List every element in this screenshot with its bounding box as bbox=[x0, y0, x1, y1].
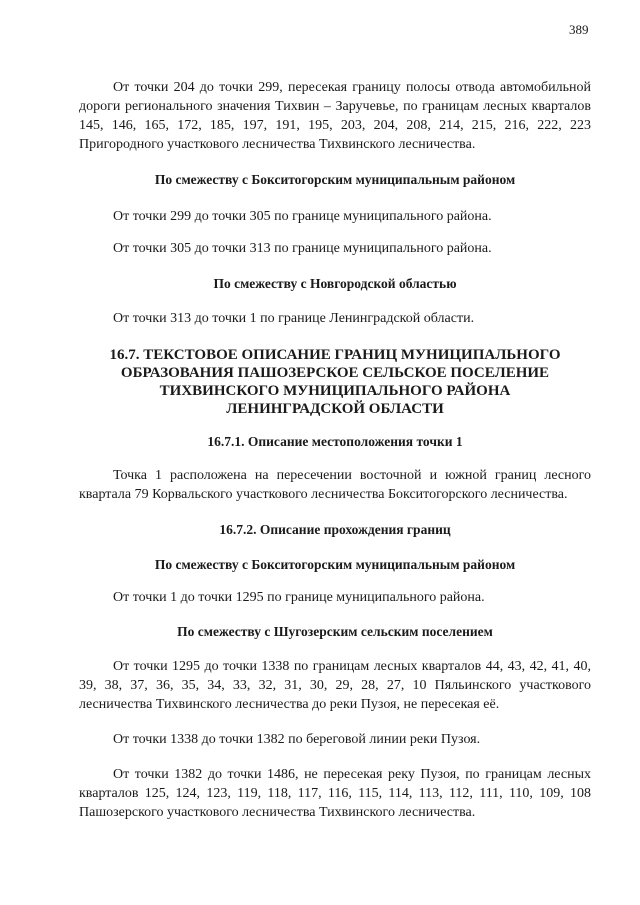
paragraph: От точки 1295 до точки 1338 по границам лесных кварталов 44, 43, 42, 41, 40, 39, 38, 37, 36, 35, 34, 33, 32, 31, 30, 29, 28, 27, 10 Пяльинского участкового лесничества Тихвинского лесничества до реки Пузоя, не пересекая её. bbox=[79, 659, 591, 712]
section-heading: По смежеству с Бокситогорским муниципальным районом bbox=[154, 557, 516, 572]
section-heading: 16.7.2. Описание прохождения границ bbox=[219, 522, 451, 537]
section-heading: 16.7.1. Описание местоположения точки 1 bbox=[207, 434, 463, 449]
paragraph: От точки 313 до точки 1 по границе Ленинградской области. bbox=[113, 311, 475, 326]
section-heading: По смежеству с Шугозерским сельским поселением bbox=[177, 624, 493, 639]
paragraph: От точки 1 до точки 1295 по границе муниципального района. bbox=[113, 590, 485, 605]
paragraph: От точки 1382 до точки 1486, не пересекая реку Пузоя, по границам лесных кварталов 125, 124, 123, 119, 118, 117, 116, 115, 114, 113, 112, 111, 110, 109, 108 Пашозерского участкового лесничества Тихвинского лесничества. bbox=[79, 767, 591, 820]
section-heading: По смежеству с Бокситогорским муниципальным районом bbox=[154, 172, 516, 187]
paragraph: От точки 1338 до точки 1382 по береговой линии реки Пузоя. bbox=[113, 732, 481, 747]
document-body bbox=[79, 78, 591, 822]
page-number: 389 bbox=[569, 22, 589, 37]
document-section-title: 16.7. ТЕКСТОВОЕ ОПИСАНИЕ ГРАНИЦ МУНИЦИПАЛЬНОГО ОБРАЗОВАНИЯ ПАШОЗЕРСКОЕ СЕЛЬСКОЕ ПОСЕЛЕНИЕ ТИХВИНСКОГО МУНИЦИПАЛЬНОГО РАЙОНА ЛЕНИНГРАДСКОЙ ОБЛАСТИ bbox=[109, 347, 561, 417]
paragraph: От точки 204 до точки 299, пересекая границу полосы отвода автомобильной дороги регионального значения Тихвин – Заручевье, по границам лесных кварталов 145, 146, 165, 172, 185, 197, 191, 195, 203, 204, 208, 214, 215, 216, 222, 223 Пригородного участкового лесничества Тихвинского лесничества. bbox=[79, 80, 591, 152]
section-heading: По смежеству с Новгородской областью bbox=[213, 276, 457, 291]
paragraph: От точки 305 до точки 313 по границе муниципального района. bbox=[113, 241, 492, 256]
paragraph: От точки 299 до точки 305 по границе муниципального района. bbox=[113, 209, 492, 224]
paragraph: Точка 1 расположена на пересечении восточной и южной границ лесного квартала 79 Корвальского участкового лесничества Бокситогорского лесничества. bbox=[79, 468, 591, 502]
